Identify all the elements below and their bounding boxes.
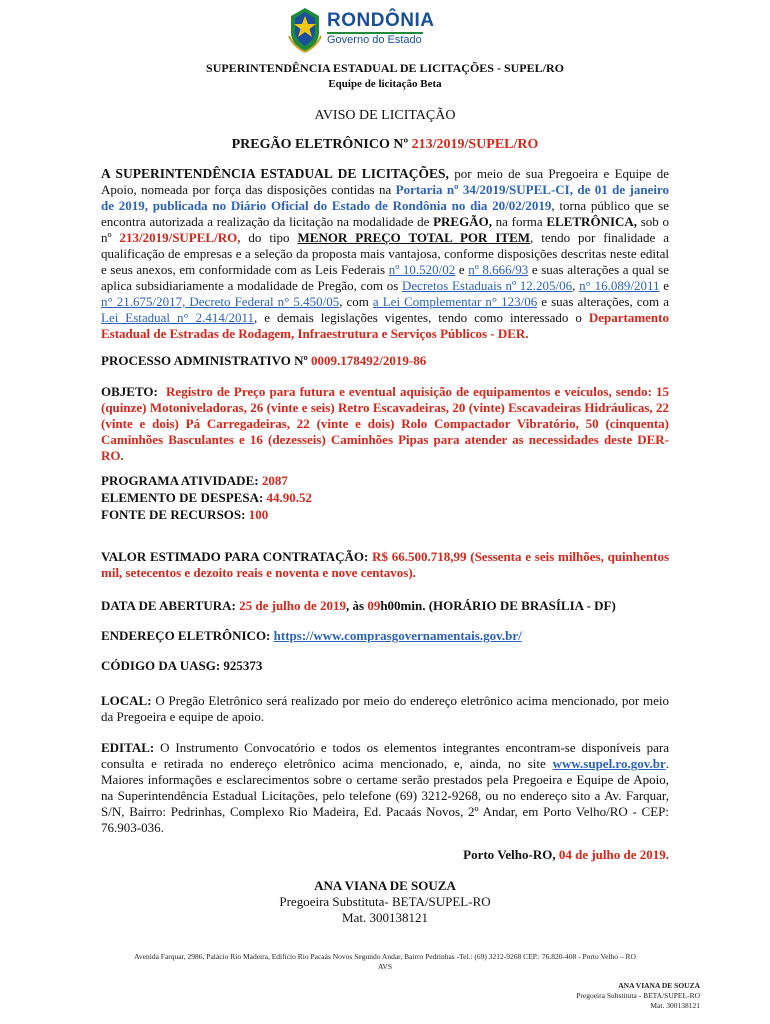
price-type: MENOR PREÇO TOTAL POR ITEM <box>297 230 531 245</box>
footer-signer-mat: Mat. 300138121 <box>650 1001 700 1010</box>
place-date-value: 04 de julho de 2019. <box>558 847 669 862</box>
intro-text: por meio de sua Pregoeira e Equipe de Apoio, nomeada por força das disposições contidas na <box>101 166 669 197</box>
law-link-2414[interactable]: Lei Estadual n° 2.414/2011 <box>101 310 255 325</box>
electronic-address-label: ENDEREÇO ELETRÔNICO: <box>101 628 274 643</box>
edital-section <box>101 740 669 836</box>
footer-signer-name: ANA VIANA DE SOUZA <box>618 981 700 990</box>
expense-element-value: 44.90.52 <box>266 490 313 505</box>
form: ELETRÔNICA, <box>546 214 638 229</box>
footer-signer-role: Pregoeira Substituta - BETA/SUPEL-RO <box>576 991 700 1000</box>
objeto-text: Registro de Preço para futura e eventual aquisição de equipamentos e veículos, sendo: 15 (quinze) Motoniveladoras, 26 (vinte e seis) Retro Escavadeiras, 20 (vinte) Escavadeiras Hidráulicas, 22 (vinte e dois) Pá Carregadeiras, 22 (vinte e dois) Rolo Compactador Vibratório, 50 (cinquenta) Caminhões Basculantes e 16 (dezesseis) Caminhões Pipas para atender as necessidades deste DER-RO. <box>101 384 669 463</box>
modality: PREGÃO, <box>433 214 492 229</box>
estimated-value-text: (Sessenta e seis milhões, quinhentos mil, setecentos e dezoito reais e noventa e nove centavos). <box>101 549 670 580</box>
header-org: SUPERINTENDÊNCIA ESTADUAL DE LICITAÇÕES - SUPEL/RO <box>206 61 564 75</box>
local-label: LOCAL: <box>101 693 152 708</box>
signer-role: Pregoeira Substituta- BETA/SUPEL-RO <box>279 894 491 909</box>
state-logo <box>285 6 485 54</box>
process-value: 0009.178492/2019-86 <box>311 353 427 368</box>
footer-address <box>70 952 700 972</box>
header-team: Equipe de licitação Beta <box>328 78 442 90</box>
funding-source <box>101 507 669 524</box>
process-label: PROCESSO ADMINISTRATIVO Nº <box>101 353 312 368</box>
intro-org: A SUPERINTENDÊNCIA ESTADUAL DE LICITAÇÕES, <box>101 166 449 181</box>
decree-link-12205[interactable]: Decretos Estaduais nº 12.205/06 <box>402 278 573 293</box>
signer-mat: Mat. 300138121 <box>342 910 428 925</box>
program-activity-label: PROGRAMA ATIVIDADE: <box>101 473 262 488</box>
opening-hour-rest: h00min. (HORÁRIO DE BRASÍLIA - DF) <box>380 598 616 613</box>
logo-subtitle: Governo do Estado <box>327 34 422 46</box>
budget-section <box>101 473 669 524</box>
opening-date-label: DATA DE ABERTURA: <box>101 598 240 613</box>
law-link-10520[interactable]: nº 10.520/02 <box>388 262 456 277</box>
process-number <box>101 353 669 369</box>
footer-signature <box>576 981 700 1011</box>
estimated-value <box>101 549 669 581</box>
interested-department: Departamento Estadual de Estradas de Rodagem, Infraestrutura e Serviços Públicos - DER. <box>101 310 669 341</box>
intro-paragraph <box>101 166 669 342</box>
local-text: O Pregão Eletrônico será realizado por meio do endereço eletrônico acima mencionado, por meio da Pregoeira e equipe de apoio. <box>101 693 669 724</box>
expense-element <box>101 490 669 507</box>
decree-link-16089[interactable]: n° 16.089/2011 <box>579 278 660 293</box>
opening-hour: 09 <box>367 598 381 613</box>
intro-text: na forma <box>491 214 547 229</box>
logo-brand: RONDÔNIA <box>327 10 435 31</box>
objeto-label: OBJETO: <box>101 384 158 399</box>
opening-date-value: 25 de julho de 2019 <box>239 598 347 613</box>
objeto-section <box>101 384 669 464</box>
place-date <box>463 847 669 863</box>
place-city: Porto Velho-RO, <box>463 847 559 862</box>
local-section <box>101 693 669 725</box>
intro-text: e <box>455 262 469 277</box>
program-activity-value: 2087 <box>261 473 288 488</box>
opening-date-sep: , às <box>346 598 368 613</box>
intro-text: e suas alterações a qual se aplica subsidiariamente a modalidade de Pregão, com os <box>101 262 669 293</box>
signer-name: ANA VIANA DE SOUZA <box>314 878 456 893</box>
opening-date <box>101 598 669 614</box>
notice-title: AVISO DE LICITAÇÃO <box>314 108 456 123</box>
footer-avs: AVS <box>377 962 393 971</box>
pregao-prefix: PREGÃO ELETRÔNICO Nº <box>231 137 412 152</box>
intro-text: , com <box>339 294 373 309</box>
edital-label: EDITAL: <box>101 740 155 755</box>
funding-source-label: FONTE DE RECURSOS: <box>101 507 249 522</box>
intro-text: do tipo <box>240 230 298 245</box>
expense-element-label: ELEMENTO DE DESPESA: <box>101 490 267 505</box>
edital-text: . Maiores informações e esclarecimentos sobre o certame serão prestados pela Pregoeira e Equipe de Apoio, na Superintendência Estadual Licitações, pelo telefone (69) 3212-9268, ou no endereço sito a Av. Farquar, S/N, Bairro: Pedrinhas, Complexo Rio Madeira, Ed. Pacaás Novos, 2º Andar, em Porto Velho/RO - CEP: 76.903-036. <box>101 756 669 835</box>
intro-pregao-number: 213/2019/SUPEL/RO, <box>119 230 241 245</box>
portaria-reference: Portaria nº 34/2019/SUPEL-CI, de 01 de janeiro de 2019, publicada no Diário Oficial do Estado de Rondônia no dia 20/02/2019 <box>101 182 669 213</box>
footer-address-text: Avenida Farquar, 2986, Palácio Rio Madeira, Edifício Rio Pacaás Novos Segundo Andar, Bairro Pedrinhas -Tel.: (69) 3212-9268 CEP.: 76.820-408 - Porto Velho – RO <box>134 952 636 961</box>
signature-block <box>0 878 770 926</box>
intro-text: , e demais legislações vigentes, tendo como interessado o <box>254 310 589 325</box>
pregao-number: 213/2019/SUPEL/RO <box>411 137 539 152</box>
pregao-title <box>0 137 770 153</box>
edital-text: O Instrumento Convocatório e todos os elementos integrantes encontram-se disponíveis para consulta e retirada no endereço eletrônico acima mencionado, e, ainda, no site <box>101 740 669 771</box>
comprasgovernamentais-link[interactable]: https://www.comprasgovernamentais.gov.br/ <box>273 628 522 643</box>
estimated-value-amount: R$ 66.500.718,99 <box>372 549 467 564</box>
program-activity <box>101 473 669 490</box>
funding-source-value: 100 <box>248 507 269 522</box>
intro-text: , torna público que se encontra autorizada a realização da licitação na modalidade de <box>101 198 670 229</box>
intro-text: e suas alterações, com a <box>537 294 669 309</box>
estimated-value-label: VALOR ESTIMADO PARA CONTRATAÇÃO: <box>101 549 369 564</box>
coat-of-arms-icon <box>285 6 325 54</box>
electronic-address <box>101 628 669 644</box>
intro-text: e <box>659 278 669 293</box>
intro-text: sob o nº <box>101 214 670 245</box>
law-link-8666[interactable]: nº 8.666/93 <box>468 262 529 277</box>
law-link-lc123[interactable]: a Lei Complementar n° 123/06 <box>372 294 538 309</box>
intro-text: , <box>572 278 580 293</box>
intro-text: , tendo por finalidade a qualificação de empresas e a seleção da proposta mais vantajosa, conforme disposições descritas neste edital e seus anexos, em conformidade com as Leis Federais <box>101 230 669 277</box>
supel-site-link[interactable]: www.supel.ro.gov.br <box>552 756 666 771</box>
decree-link-21675[interactable]: n° 21.675/2017, Decreto Federal n° 5.450/05 <box>101 294 340 309</box>
uasg-code: CÓDIGO DA UASG: 925373 <box>101 658 263 673</box>
